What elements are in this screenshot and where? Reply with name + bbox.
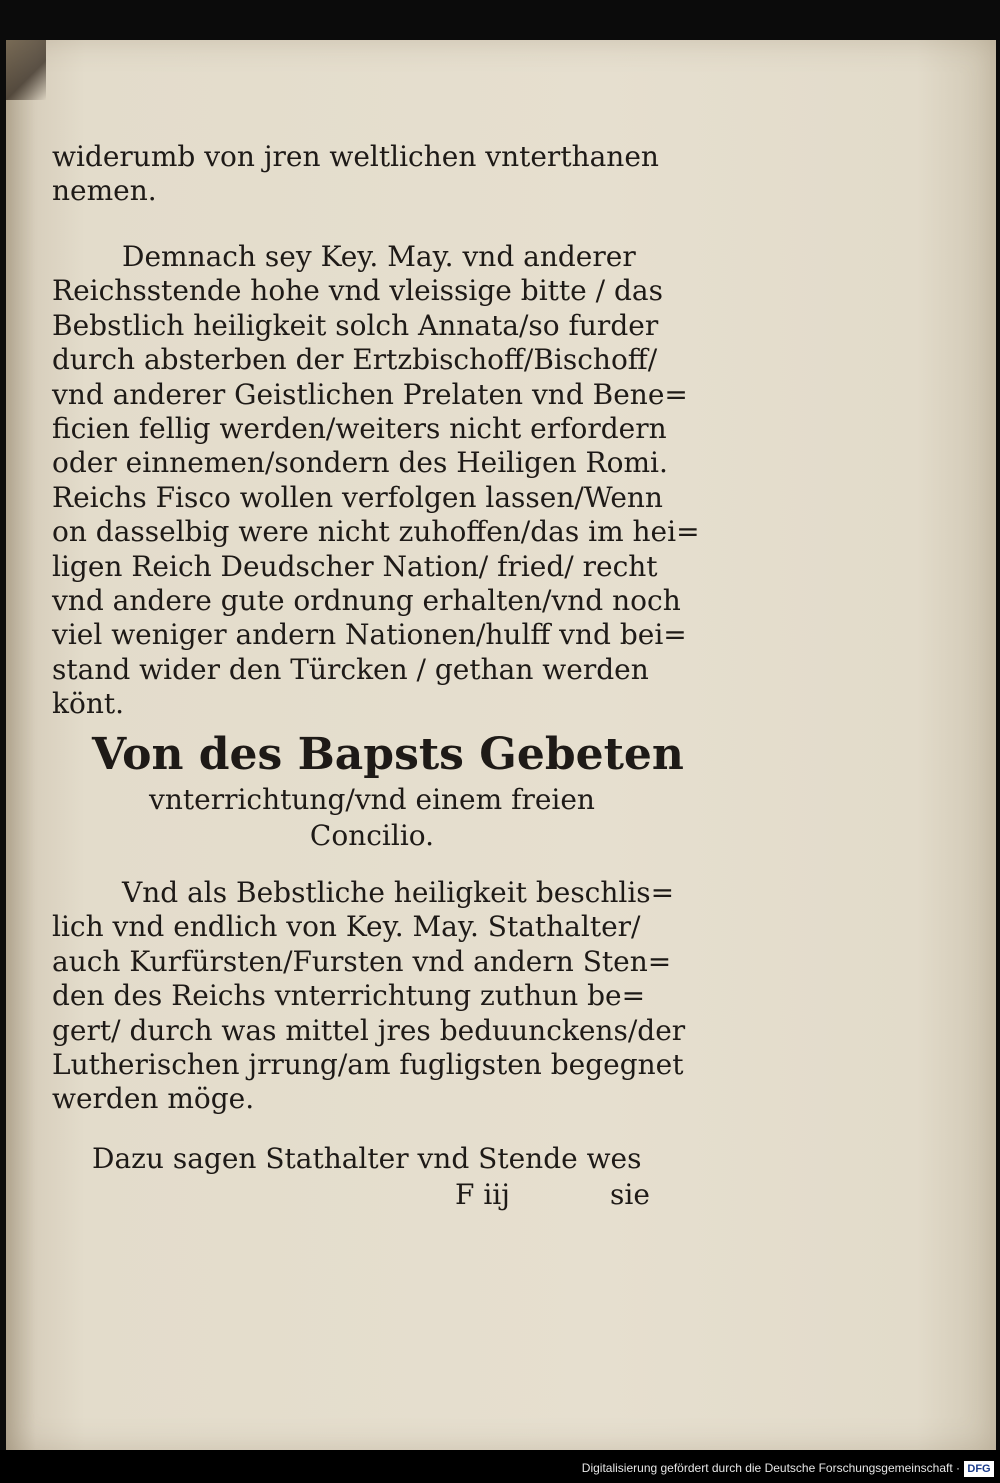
text-line: viel weniger andern Nationen/hulff vnd bei= xyxy=(52,618,687,652)
text-line: on dasselbig were nicht zuhoffen/das im hei= xyxy=(52,515,700,549)
text-line: vnd anderer Geistlichen Prelaten vnd Bene= xyxy=(52,377,688,411)
text-line: auch Kurfürsten/Fursten vnd andern Sten= xyxy=(52,944,672,978)
text-line: durch absterben der Ertzbischoff/Bischoff/ xyxy=(52,343,658,377)
text-line: Reichs Fisco wollen verfolgen lassen/Wenn xyxy=(52,480,663,514)
catchword: sie xyxy=(610,1178,650,1211)
section-subheading xyxy=(142,782,602,854)
text-line: könt. xyxy=(52,687,125,721)
paragraph-dazu xyxy=(92,1142,642,1176)
text-line: vnd andere gute ordnung erhalten/vnd noch xyxy=(52,584,681,618)
text-line: lich vnd endlich von Key. May. Stathalter/ xyxy=(52,910,641,944)
text-line: Vnd als Bebstliche heiligkeit beschlis= xyxy=(122,876,675,909)
funding-notice: Digitalisierung gefördert durch die Deutsche Forschungsgemeinschaft · xyxy=(581,1461,960,1475)
viewer-footer xyxy=(0,1450,1000,1483)
text-line: Dazu sagen Stathalter vnd Stende wes xyxy=(92,1142,642,1175)
text-line: stand wider den Türcken / gethan werden xyxy=(52,652,649,686)
text-line: Lutherischen jrrung/am fugligsten begegnet xyxy=(52,1048,684,1082)
text-line: ficien fellig werden/weiters nicht erfordern xyxy=(52,412,667,446)
text-line: werden möge. xyxy=(52,1082,255,1116)
text-line: ligen Reich Deudscher Nation/ fried/ recht xyxy=(52,549,658,583)
paragraph-vnd-als xyxy=(52,876,685,1117)
subheading-line: vnterrichtung/vnd einem freien xyxy=(149,783,595,816)
paragraph-continuation xyxy=(52,140,659,209)
subheading-line: Concilio. xyxy=(309,819,435,852)
text-line: den des Reichs vnterrichtung zuthun be= xyxy=(52,979,646,1013)
text-line: Demnach sey Key. May. vnd anderer xyxy=(122,240,636,273)
text-line: Reichsstende hohe vnd vleissige bitte / das xyxy=(52,274,663,308)
signature-mark: F iij xyxy=(455,1178,510,1211)
text-line: oder einnemen/sondern des Heiligen Romi. xyxy=(52,446,668,480)
dfg-logo[interactable]: DFG xyxy=(964,1461,994,1477)
text-line: gert/ durch was mittel jres beduunckens/der xyxy=(52,1013,686,1047)
text-line: nemen. xyxy=(52,174,157,208)
section-heading: Von des Bapsts Gebeten xyxy=(92,729,684,780)
page-corner-damage xyxy=(6,40,46,100)
paragraph-demnach xyxy=(52,240,700,722)
text-line: widerumb von jren weltlichen vnterthanen xyxy=(52,140,659,173)
text-line: Bebstlich heiligkeit solch Annata/so furder xyxy=(52,308,659,342)
